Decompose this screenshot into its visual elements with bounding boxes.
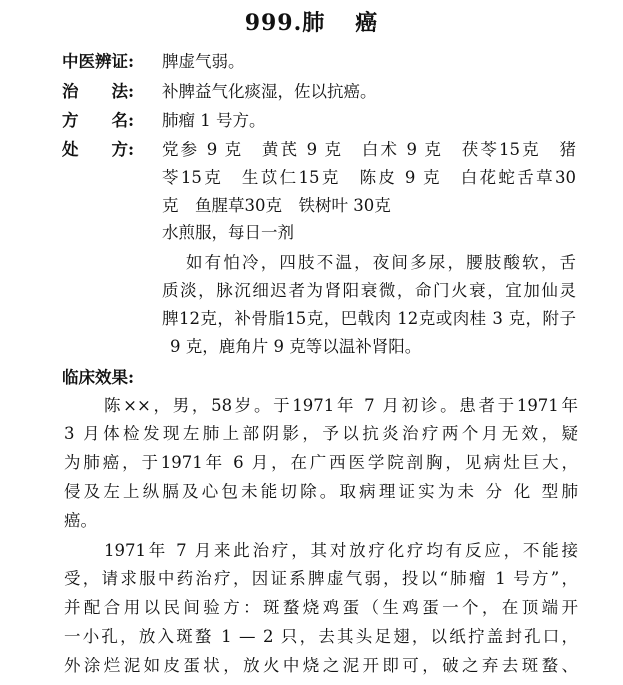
method-value: 补脾益气化痰湿，佐以抗癌。 [162,82,377,101]
clinical-label: 临床效果: [62,368,135,387]
method-label: 治 法: [62,82,135,101]
modification-line: 如有怕冷，四肢不温，夜间多尿，腰肢酸软，舌 [186,253,576,272]
clinical-paragraph-line: 为肺癌，于1971年 6 月，在广西医学院剖胸，见病灶巨大， [64,453,578,472]
clinical-paragraph-line: 一小孔，放入斑蝥 1 — 2 只，去其头足翅，以纸拧盖封孔口， [64,627,578,646]
prescription-line: 党参 9 克 黄芪 9 克 白术 9 克 茯苓15克 猪 [162,140,576,159]
clinical-paragraph-line: 1971年 7 月来此治疗，其对放疗化疗均有反应，不能接 [104,541,578,560]
prescription-label: 处 方: [62,140,135,159]
clinical-paragraph-line: 3 月体检发现左肺上部阴影，予以抗炎治疗两个月无效，疑 [64,424,578,443]
page-title [0,6,623,37]
clinical-paragraph-line: 并配合用以民间验方：斑蝥烧鸡蛋（生鸡蛋一个，在顶端开 [64,598,578,617]
modification-line: 9 克，鹿角片 9 克等以温补肾阳。 [170,337,422,356]
clinical-paragraph-line: 癌。 [64,511,97,530]
modification-line: 脾12克，补骨脂15克，巴戟肉 12克或肉桂 3 克，附子 [162,309,576,328]
diagnosis-label: 中医辨证: [62,52,135,71]
title-word-2: 癌 [355,10,379,36]
formula-name-value: 肺瘤 1 号方。 [162,111,266,130]
diagnosis-value: 脾虚气弱。 [162,52,245,71]
clinical-paragraph-line: 陈××，男，58岁。于1971年 7 月初诊。患者于1971年 [104,396,578,415]
prescription-line: 苓15克 生苡仁15克 陈皮 9 克 白花蛇舌草30 [162,168,576,187]
clinical-paragraph-line: 侵及左上纵膈及心包未能切除。取病理证实为未 分 化 型肺 [64,482,578,501]
clinical-paragraph-line: 外涂烂泥如皮蛋状，放火中烧之泥开即可，破之弃去斑蝥、 [64,656,578,675]
title-word-1: 肺 [302,10,326,36]
prescription-line: 克 鱼腥草30克 铁树叶 30克 [162,196,391,215]
prescription-usage: 水煎服，每日一剂 [162,223,294,242]
title-number: 999. [244,10,303,36]
formula-name-label: 方 名: [62,111,135,130]
clinical-paragraph-line: 受，请求服中药治疗，因证系脾虚气弱，投以“肺瘤 1 号方”， [64,569,578,588]
modification-line: 质淡，脉沉细迟者为肾阳衰微，命门火衰，宜加仙灵 [162,281,576,300]
